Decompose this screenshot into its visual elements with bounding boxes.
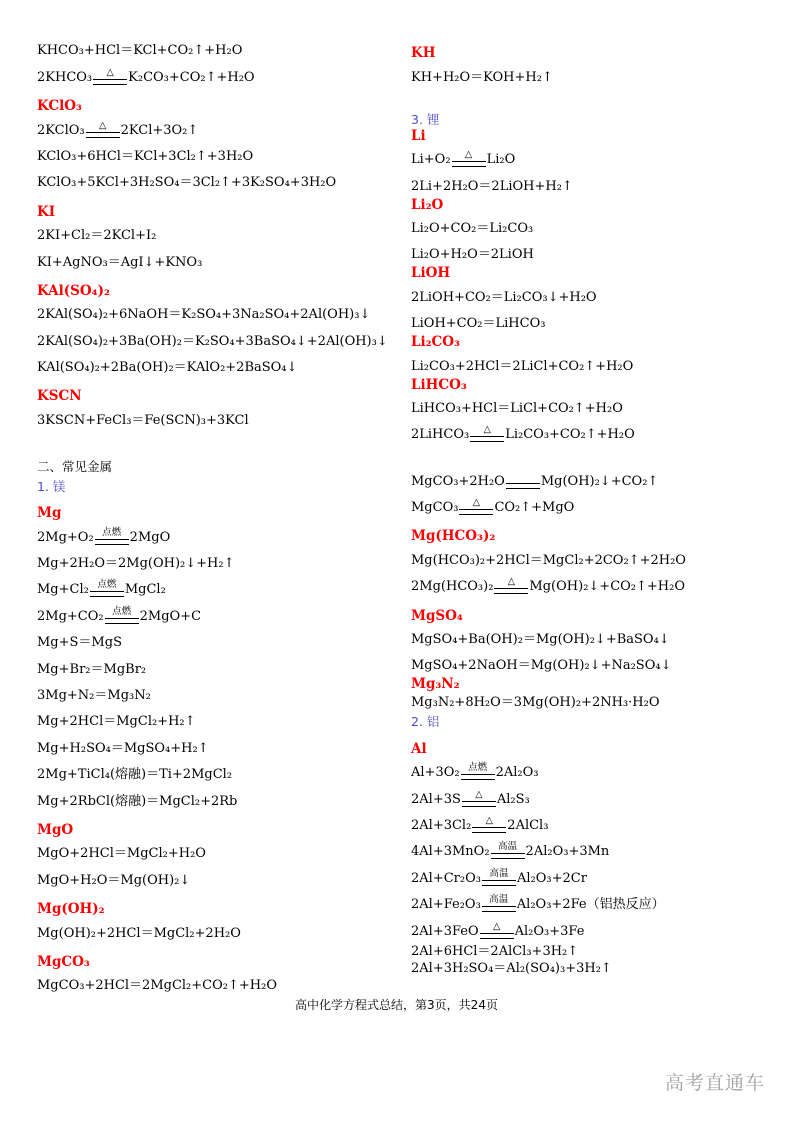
compound-heading: KAl(SO₄)₂ bbox=[37, 282, 110, 299]
double-equal-sign bbox=[491, 853, 525, 859]
equation-text: MgSO₄+Ba(OH)₂＝Mg(OH)₂↓+BaSO₄↓ bbox=[411, 632, 670, 648]
reaction-condition bbox=[452, 150, 486, 167]
equation bbox=[411, 420, 781, 446]
condition-label: 高温 bbox=[498, 841, 518, 853]
equation-text: 2Al+6HCl＝2AlCl₃+3H₂↑ bbox=[411, 943, 579, 959]
watermark: 高考直通车 bbox=[664, 1072, 765, 1094]
equation bbox=[37, 786, 387, 812]
equation-text: MgO+H₂O＝Mg(OH)₂↓ bbox=[37, 872, 191, 888]
compound-heading: Li bbox=[411, 127, 426, 144]
equation bbox=[411, 625, 781, 651]
compound-heading: Mg₃N₂ bbox=[411, 676, 460, 693]
equation bbox=[411, 758, 781, 784]
equation bbox=[37, 575, 387, 601]
equation-text: Mg+2HCl＝MgCl₂+H₂↑ bbox=[37, 714, 196, 730]
equation-text: Mg₃N₂+8H₂O＝3Mg(OH)₂+2NH₃·H₂O bbox=[411, 695, 660, 711]
equation-text: 2Mg+CO₂ bbox=[37, 608, 104, 624]
equation-text: 2KAl(SO₄)₂+6NaOH＝K₂SO₄+3Na₂SO₄+2Al(OH)₃↓ bbox=[37, 307, 371, 323]
equation-text: 4Al+3MnO₂ bbox=[411, 844, 490, 860]
equation bbox=[411, 651, 781, 677]
compound-heading: Li₂CO₃ bbox=[411, 334, 460, 351]
condition-label: 高温 bbox=[489, 894, 509, 906]
equation-text: Mg+2H₂O＝2Mg(OH)₂↓+H₂↑ bbox=[37, 556, 235, 572]
reaction-condition bbox=[90, 580, 124, 597]
equation bbox=[411, 309, 781, 335]
reaction-condition bbox=[95, 528, 129, 545]
spacer bbox=[37, 432, 387, 452]
equation-text: MgCl₂ bbox=[124, 582, 166, 598]
equation-text: Li₂O+H₂O＝2LiOH bbox=[411, 247, 534, 263]
equation-text: 2AlCl₃ bbox=[507, 817, 549, 833]
equation bbox=[411, 890, 781, 916]
equation-text: 2Al₂O₃+3Mn bbox=[525, 844, 610, 860]
compound-heading: Al bbox=[411, 740, 427, 757]
equation-text: 2Mg+O₂ bbox=[37, 529, 94, 545]
equation-text: KHCO₃+HCl＝KCl+CO₂↑+H₂O bbox=[37, 43, 243, 59]
reaction-condition bbox=[506, 472, 540, 489]
condition-label: △ bbox=[485, 814, 493, 826]
double-equal-sign bbox=[494, 588, 528, 594]
equation bbox=[411, 351, 781, 377]
equation bbox=[37, 62, 387, 88]
equation bbox=[37, 549, 387, 575]
double-equal-sign bbox=[86, 132, 120, 138]
equation-text: 2Al+3H₂SO₄＝Al₂(SO₄)₃+3H₂↑ bbox=[411, 960, 612, 976]
equation-text: 2MgO bbox=[129, 529, 171, 545]
spacer bbox=[411, 89, 781, 109]
condition-label: 点燃 bbox=[97, 579, 117, 591]
subsection-title: 1. 镁 bbox=[37, 478, 66, 494]
equation bbox=[411, 960, 781, 977]
reaction-condition bbox=[472, 816, 506, 833]
equation-text: 2LiHCO₃ bbox=[411, 427, 470, 443]
equation-text: Mg+H₂SO₄＝MgSO₄+H₂↑ bbox=[37, 740, 209, 756]
equation bbox=[411, 282, 781, 308]
double-equal-sign bbox=[480, 933, 514, 939]
equation-text: Li₂O bbox=[486, 152, 516, 168]
equation-text: 2KHCO₃ bbox=[37, 69, 93, 85]
equation bbox=[37, 326, 387, 352]
equation bbox=[37, 300, 387, 326]
equation-text: 2Al+3S bbox=[411, 791, 461, 807]
reaction-condition bbox=[482, 895, 516, 912]
equation bbox=[411, 545, 781, 571]
equation-text: Mg(HCO₃)₂+2HCl＝MgCl₂+2CO₂↑+2H₂O bbox=[411, 552, 686, 568]
equation bbox=[37, 115, 387, 141]
equation bbox=[37, 628, 387, 654]
double-equal-sign bbox=[452, 161, 486, 167]
page-footer: 高中化学方程式总结，第3页，共24页 bbox=[295, 998, 498, 1012]
equation-text: 2LiOH+CO₂＝Li₂CO₃↓+H₂O bbox=[411, 289, 597, 305]
compound-heading: Mg(OH)₂ bbox=[37, 901, 105, 918]
condition-label: 点燃 bbox=[468, 762, 488, 774]
subsection-title: 3. 锂 bbox=[411, 111, 440, 127]
double-equal-sign bbox=[95, 539, 129, 545]
equation bbox=[411, 572, 781, 598]
equation bbox=[37, 760, 387, 786]
equation-text: Mg+S＝MgS bbox=[37, 635, 122, 651]
equation bbox=[411, 62, 781, 88]
reaction-condition bbox=[470, 425, 504, 442]
equation bbox=[411, 811, 781, 837]
equation-text: KAl(SO₄)₂+2Ba(OH)₂＝KAlO₂+2BaSO₄↓ bbox=[37, 360, 298, 376]
equation bbox=[37, 247, 387, 273]
equation bbox=[37, 865, 387, 891]
equation-text: KI+AgNO₃＝AgI↓+KNO₃ bbox=[37, 254, 203, 270]
compound-heading: MgO bbox=[37, 821, 74, 838]
condition-label: △ bbox=[106, 66, 114, 78]
equation bbox=[37, 654, 387, 680]
right-column bbox=[411, 36, 781, 977]
reaction-condition bbox=[462, 790, 496, 807]
double-equal-sign bbox=[462, 801, 496, 807]
double-equal-sign bbox=[105, 618, 139, 624]
equation-text: LiOH+CO₂＝LiHCO₃ bbox=[411, 316, 546, 332]
equation-text: 2Al+Cr₂O₃ bbox=[411, 870, 481, 886]
equation-text: 2Li+2H₂O＝2LiOH+H₂↑ bbox=[411, 178, 573, 194]
equation-text: MgCO₃+2HCl＝2MgCl₂+CO₂↑+H₂O bbox=[37, 978, 277, 994]
double-equal-sign bbox=[472, 827, 506, 833]
reaction-condition bbox=[461, 763, 495, 780]
equation bbox=[37, 522, 387, 548]
compound-heading: Li₂O bbox=[411, 196, 444, 213]
equation-text: MgSO₄+2NaOH＝Mg(OH)₂↓+Na₂SO₄↓ bbox=[411, 658, 672, 674]
equation bbox=[37, 405, 387, 431]
equation-text: 2Al+Fe₂O₃ bbox=[411, 897, 481, 913]
condition-label: 点燃 bbox=[102, 526, 122, 538]
equation-text: 2Mg(HCO₃)₂ bbox=[411, 579, 494, 595]
equation-text: Mg(OH)₂↓+CO₂↑+H₂O bbox=[529, 579, 685, 595]
compound-heading: LiOH bbox=[411, 265, 451, 282]
equation-text: Mg(OH)₂+2HCl＝MgCl₂+2H₂O bbox=[37, 925, 241, 941]
double-equal-sign bbox=[506, 483, 540, 489]
condition-label: 高温 bbox=[489, 867, 509, 879]
condition-label: △ bbox=[472, 497, 481, 509]
equation-text: KClO₃+6HCl＝KCl+3Cl₂↑+3H₂O bbox=[37, 148, 254, 164]
equation bbox=[411, 784, 781, 810]
reaction-condition bbox=[105, 607, 139, 624]
equation bbox=[411, 171, 781, 197]
equation-text: Mg+Br₂＝MgBr₂ bbox=[37, 661, 147, 677]
equation bbox=[37, 971, 387, 997]
reaction-condition bbox=[482, 869, 516, 886]
equation bbox=[411, 863, 781, 889]
equation-text: Mg+2RbCl(熔融)＝MgCl₂+2Rb bbox=[37, 793, 238, 809]
compound-heading: KClO₃ bbox=[37, 98, 82, 115]
equation-text: Mg(OH)₂↓+CO₂↑ bbox=[540, 473, 659, 489]
equation-text: Al₂O₃+2Fe（铝热反应） bbox=[516, 897, 665, 913]
equation bbox=[37, 733, 387, 759]
compound-heading: Mg bbox=[37, 505, 62, 522]
double-equal-sign bbox=[482, 906, 516, 912]
reaction-condition bbox=[491, 842, 525, 859]
compound-heading: MgSO₄ bbox=[411, 607, 463, 624]
reaction-condition bbox=[459, 498, 493, 515]
condition-label bbox=[521, 472, 524, 482]
equation bbox=[411, 394, 781, 420]
condition-label: △ bbox=[464, 149, 473, 161]
equation bbox=[411, 145, 781, 171]
equation bbox=[411, 837, 781, 863]
compound-heading: LiHCO₃ bbox=[411, 376, 467, 393]
condition-label: △ bbox=[492, 920, 501, 932]
equation-text: Li₂O+CO₂＝Li₂CO₃ bbox=[411, 220, 534, 236]
equation-text: MgCO₃ bbox=[411, 500, 459, 516]
condition-label: 点燃 bbox=[112, 605, 132, 617]
equation-text: 3KSCN+FeCl₃＝Fe(SCN)₃+3KCl bbox=[37, 412, 249, 428]
condition-label: △ bbox=[507, 576, 516, 588]
equation bbox=[411, 943, 781, 960]
equation bbox=[37, 142, 387, 168]
condition-label: △ bbox=[483, 424, 491, 436]
spacer bbox=[411, 446, 781, 466]
double-equal-sign bbox=[470, 436, 504, 442]
equation bbox=[37, 839, 387, 865]
condition-label: △ bbox=[475, 788, 483, 800]
equation-text: Al+3O₂ bbox=[411, 765, 460, 781]
equation-text: Li+O₂ bbox=[411, 152, 451, 168]
equation bbox=[37, 601, 387, 627]
condition-label: △ bbox=[98, 119, 107, 131]
equation-text: KClO₃+5KCl+3H₂SO₄＝3Cl₂↑+3K₂SO₄+3H₂O bbox=[37, 175, 337, 191]
reaction-condition bbox=[93, 68, 127, 85]
equation bbox=[411, 493, 781, 519]
double-equal-sign bbox=[461, 774, 495, 780]
equation-text: 2MgO+C bbox=[139, 608, 202, 624]
equation bbox=[37, 221, 387, 247]
equation-text: 2Mg+TiCl₄(熔融)＝Ti+2MgCl₂ bbox=[37, 767, 233, 783]
equation bbox=[411, 466, 781, 492]
compound-heading: KSCN bbox=[37, 388, 82, 405]
equation-text: Al₂O₃+2Cr bbox=[516, 870, 587, 886]
equation-text: 2KI+Cl₂＝2KCl+I₂ bbox=[37, 228, 157, 244]
compound-heading: MgCO₃ bbox=[37, 953, 90, 970]
equation-text: Li₂CO₃+2HCl＝2LiCl+CO₂↑+H₂O bbox=[411, 358, 634, 374]
double-equal-sign bbox=[482, 880, 516, 886]
equation-text: MgCO₃+2H₂O bbox=[411, 473, 505, 489]
double-equal-sign bbox=[459, 509, 493, 515]
reaction-condition bbox=[86, 121, 120, 138]
equation-text: Al₂S₃ bbox=[496, 791, 530, 807]
equation-text: 2KCl+3O₂↑ bbox=[120, 122, 199, 138]
equation bbox=[411, 693, 781, 711]
equation bbox=[411, 916, 781, 942]
compound-heading: Mg(HCO₃)₂ bbox=[411, 528, 496, 545]
equation-text: 2KAl(SO₄)₂+3Ba(OH)₂＝K₂SO₄+3BaSO₄↓+2Al(OH)₃↓ bbox=[37, 333, 388, 349]
equation-text: MgO+2HCl＝MgCl₂+H₂O bbox=[37, 846, 206, 862]
compound-heading: KH bbox=[411, 45, 436, 62]
double-equal-sign bbox=[90, 591, 124, 597]
equation-text: Al₂O₃+3Fe bbox=[514, 923, 585, 939]
equation-text: 2KClO₃ bbox=[37, 122, 85, 138]
equation bbox=[411, 214, 781, 240]
equation-text: K₂CO₃+CO₂↑+H₂O bbox=[128, 69, 255, 85]
compound-heading: KI bbox=[37, 203, 56, 220]
left-column bbox=[37, 36, 387, 997]
section-title: 二、常见金属 bbox=[37, 458, 113, 474]
equation-text: Li₂CO₃+CO₂↑+H₂O bbox=[505, 427, 635, 443]
equation-text: 3Mg+N₂＝Mg₃N₂ bbox=[37, 687, 151, 703]
equation bbox=[37, 36, 387, 62]
equation-text: CO₂↑+MgO bbox=[494, 500, 575, 516]
subsection-title: 2. 铝 bbox=[411, 714, 440, 730]
equation bbox=[411, 240, 781, 266]
equation bbox=[37, 681, 387, 707]
equation bbox=[37, 918, 387, 944]
double-equal-sign bbox=[93, 79, 127, 85]
equation-text: LiHCO₃+HCl＝LiCl+CO₂↑+H₂O bbox=[411, 400, 623, 416]
reaction-condition bbox=[480, 922, 514, 939]
equation-text: Mg+Cl₂ bbox=[37, 582, 89, 598]
equation-text: 2Al₂O₃ bbox=[495, 765, 539, 781]
equation bbox=[37, 353, 387, 379]
equation bbox=[37, 168, 387, 194]
equation-text: 2Al+3FeO bbox=[411, 923, 479, 939]
equation bbox=[37, 707, 387, 733]
equation-text: KH+H₂O＝KOH+H₂↑ bbox=[411, 69, 553, 85]
equation-text: 2Al+3Cl₂ bbox=[411, 817, 472, 833]
reaction-condition bbox=[494, 577, 528, 594]
